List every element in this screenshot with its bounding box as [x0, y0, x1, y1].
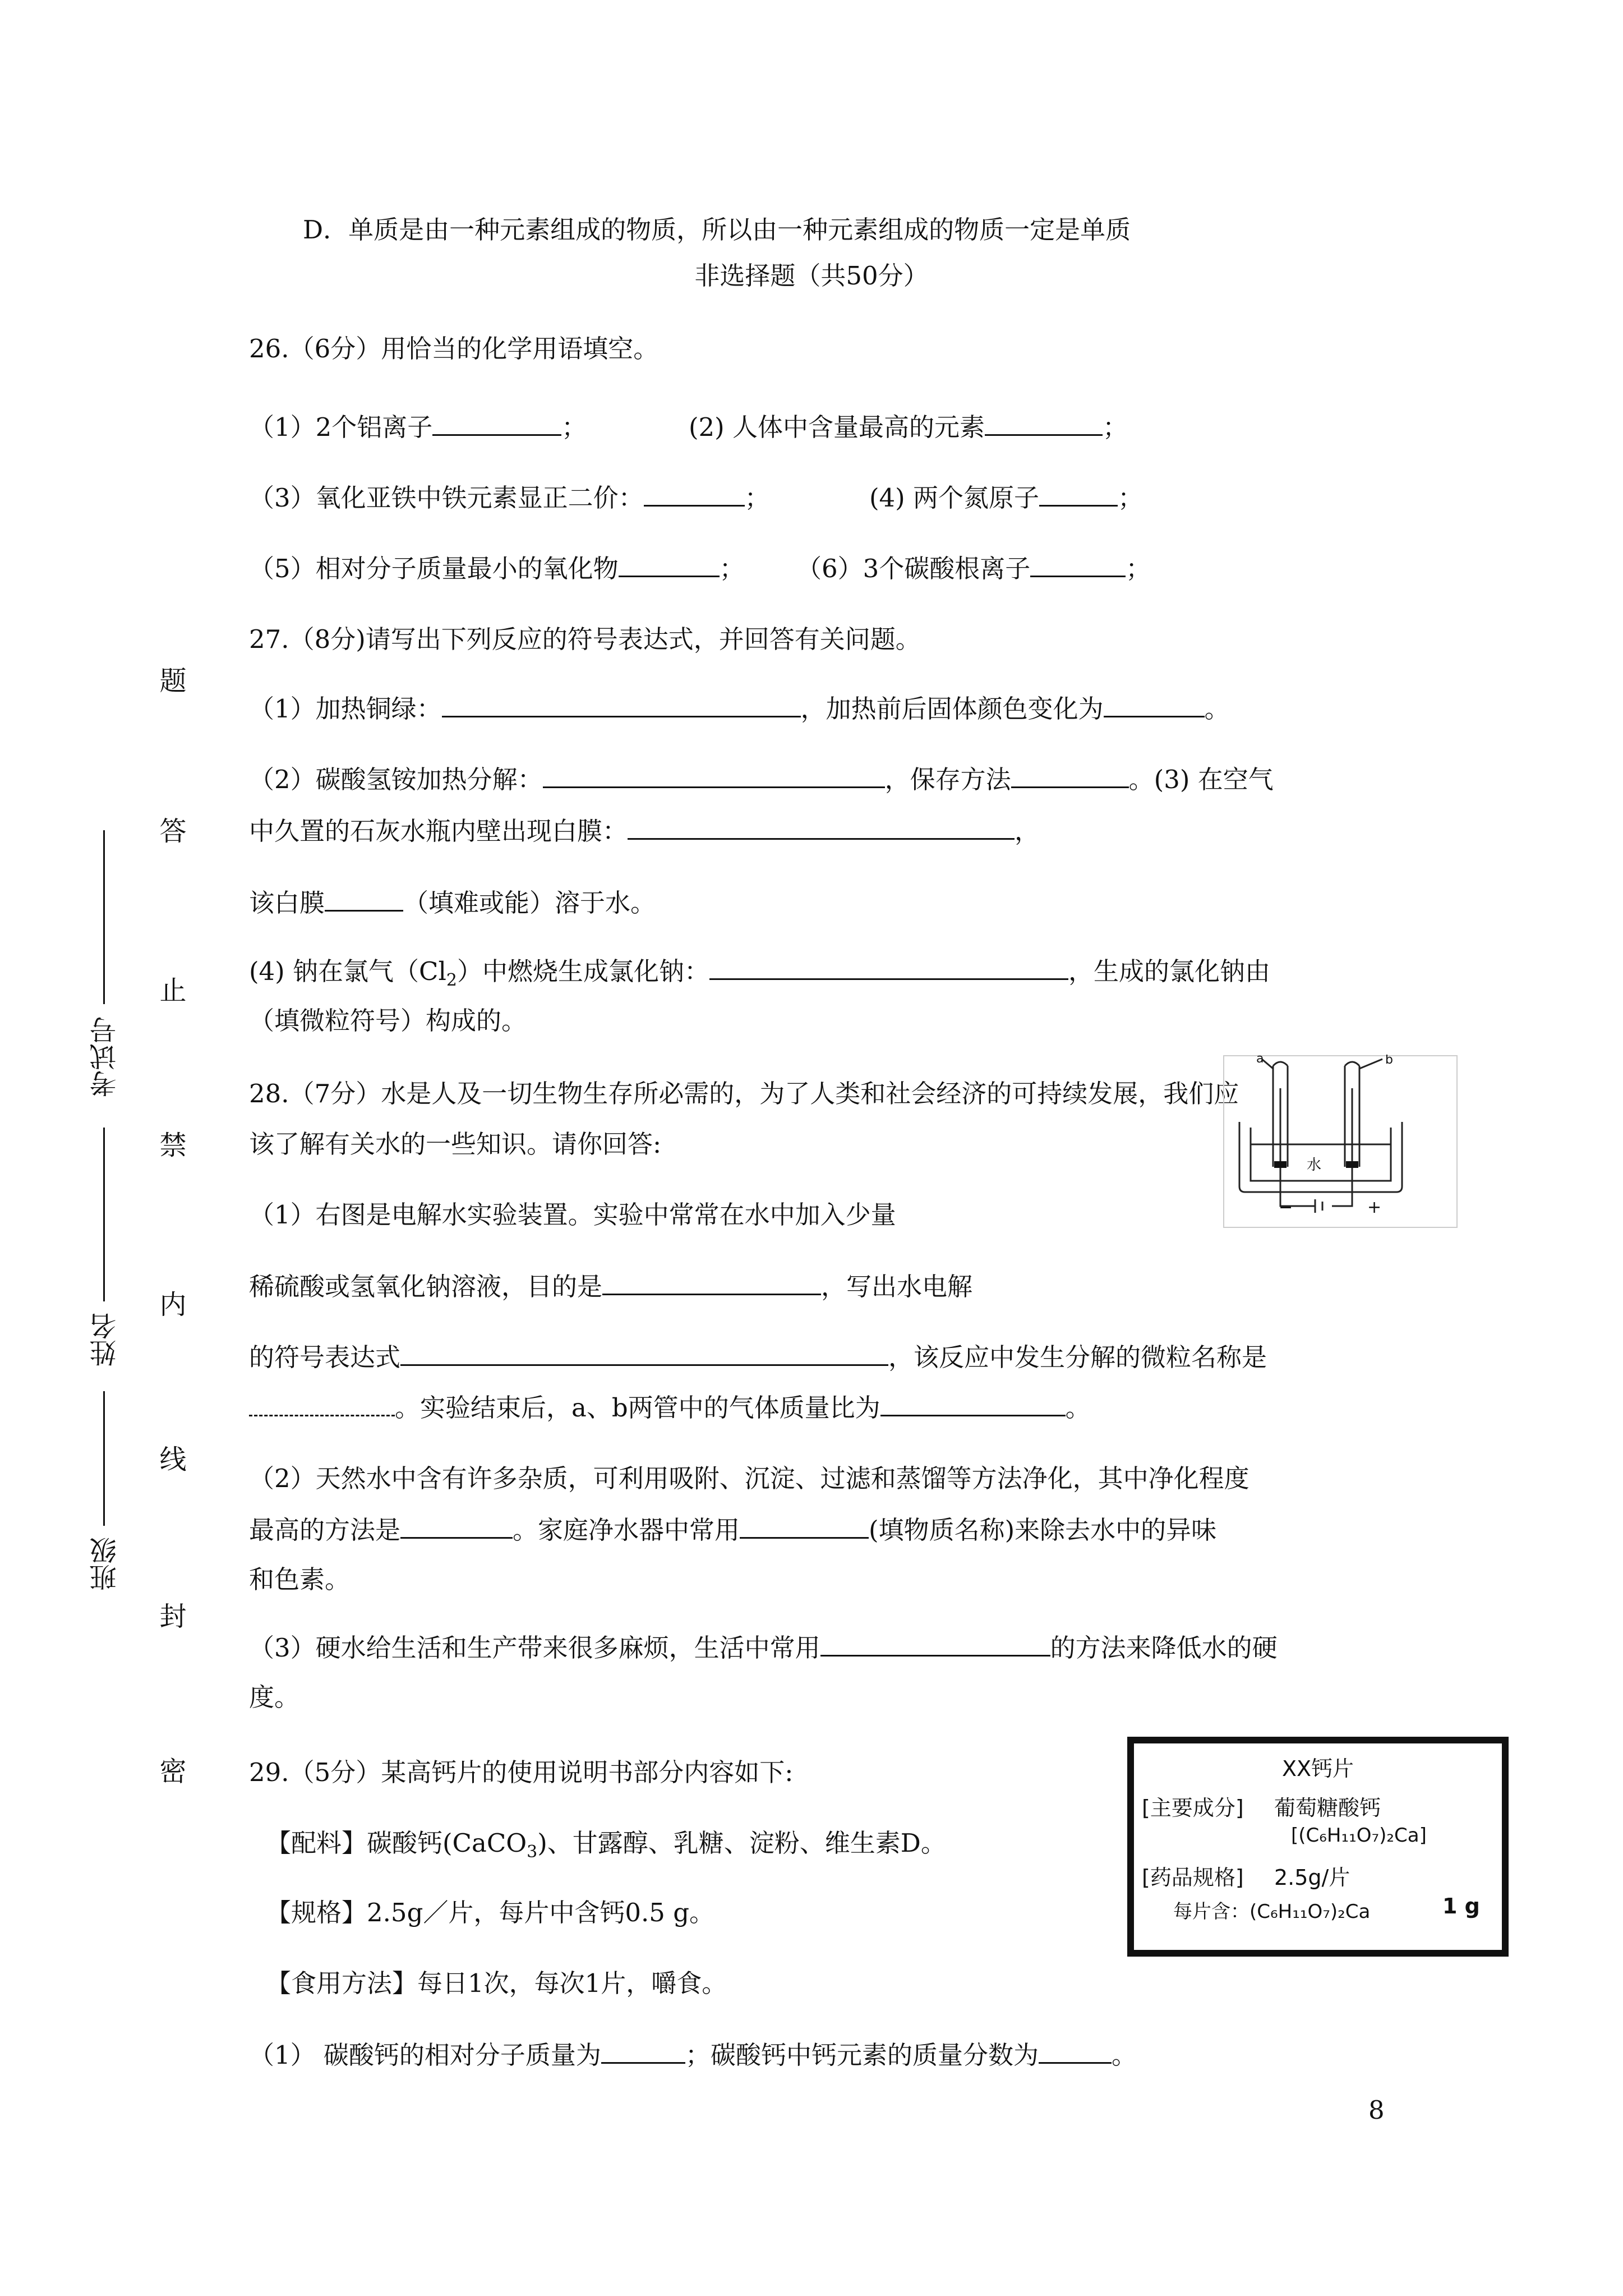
answer-blank[interactable]	[619, 551, 720, 577]
answer-blank[interactable]	[442, 691, 801, 717]
q28-line-5: 的符号表达式 ，该反应中发生分解的微粒名称是	[249, 1340, 1267, 1374]
q28-line-3: （1）右图是电解水实验装置。实验中常常在水中加入少量	[249, 1200, 896, 1230]
q27-line-6: （填微粒符号）构成的。	[249, 1006, 527, 1036]
q26-row-2b: (4) 两个氮原子 ；	[869, 480, 1143, 515]
q28-line-2: 该了解有关水的一些知识。请你回答:	[249, 1129, 662, 1159]
seal-word-mi: 密	[155, 1757, 186, 1784]
answer-blank[interactable]	[628, 813, 1015, 840]
q28-line-8: 最高的方法是 。家庭净水器中常用 (填物质名称)来除去水中的异味	[249, 1512, 1216, 1547]
q29-ingredients: 【配料】碳酸钙(CaCO$_3$)、甘露醇、乳糖、淀粉、维生素D。	[266, 1828, 946, 1862]
name-line[interactable]	[103, 1128, 105, 1301]
answer-blank[interactable]	[880, 1390, 1066, 1416]
q29-usage: 【食用方法】每日1次，每次1片，嚼食。	[266, 1968, 727, 1998]
answer-blank[interactable]	[1030, 551, 1126, 577]
label-spec-key: [药品规格]	[1142, 1865, 1244, 1890]
exam-no-label: 考试号	[90, 1016, 121, 1097]
class-label: 班级	[90, 1537, 121, 1591]
seal-word-jin: 禁	[155, 1131, 186, 1158]
tube-a-label: a	[1256, 1055, 1264, 1066]
answer-blank[interactable]	[644, 480, 745, 507]
answer-blank[interactable]	[432, 409, 561, 436]
seal-word-zhi: 止	[155, 976, 186, 1003]
seal-word-da: 答	[155, 817, 186, 844]
section-title: 非选择题（共50分）	[694, 261, 929, 291]
q28-line-9: 和色素。	[249, 1565, 351, 1594]
answer-blank[interactable]	[1039, 480, 1118, 507]
q26-row-3a: （5）相对分子质量最小的氧化物 ；	[249, 551, 745, 586]
answer-blank[interactable]	[249, 1390, 395, 1416]
label-title: XX钙片	[1281, 1756, 1354, 1781]
q28-line-4: 稀硫酸或氢氧化钠溶液，目的是 ，写出水电解	[249, 1269, 972, 1304]
calcium-tablet-label	[1127, 1737, 1509, 1957]
option-d: D．单质是由一种元素组成的物质，所以由一种元素组成的物质一定是单质	[303, 215, 1131, 245]
q28-line-10: （3）硬水给生活和生产带来很多麻烦，生活中常用 的方法来降低水的硬	[249, 1630, 1278, 1665]
seal-word-nei: 内	[155, 1290, 186, 1317]
tube-b-label: b	[1385, 1055, 1393, 1067]
answer-blank[interactable]	[740, 1512, 869, 1539]
q26-row-3b: （6）3个碳酸根离子 ；	[796, 551, 1151, 586]
answer-blank[interactable]	[1039, 2037, 1112, 2064]
q26-row-2a: （3）氧化亚铁中铁元素显正二价： ；	[249, 480, 770, 515]
label-ingredient-value: 葡萄糖酸钙	[1274, 1796, 1381, 1820]
page-number: 8	[1368, 2095, 1385, 2125]
answer-blank[interactable]	[325, 885, 403, 912]
label-formula: [(C₆H₁₁O₇)₂Ca]	[1291, 1824, 1427, 1847]
answer-blank[interactable]	[1104, 691, 1205, 717]
q27-stem: 27.（8分)请写出下列反应的符号表达式，并回答有关问题。	[249, 624, 921, 654]
label-content-key: 每片含：(C₆H₁₁O₇)₂Ca	[1173, 1901, 1371, 1923]
label-spec-value: 2.5g/片	[1274, 1865, 1350, 1890]
q28-line-7: （2）天然水中含有许多杂质，可利用吸附、沉淀、过滤和蒸馏等方法净化，其中净化程度	[249, 1464, 1249, 1493]
seal-word-ti: 题	[155, 666, 186, 693]
answer-blank[interactable]	[400, 1340, 888, 1366]
q26-row-1a: （1）2个铝离子 ；	[249, 409, 587, 444]
answer-blank[interactable]	[1011, 762, 1129, 788]
seal-word-feng: 封	[155, 1602, 186, 1629]
q27-line-2: （2）碳酸氢铵加热分解： ，保存方法 。(3) 在空气	[249, 762, 1274, 797]
q29-stem: 29.（5分）某高钙片的使用说明书部分内容如下:	[249, 1757, 794, 1787]
q28-line-6: 。实验结束后，a、b两管中的气体质量比为 。	[249, 1390, 1091, 1425]
answer-blank[interactable]	[602, 1269, 821, 1295]
answer-blank[interactable]	[820, 1630, 1050, 1657]
label-ingredient-key: [主要成分]	[1142, 1796, 1244, 1820]
minus-label: −	[1279, 1198, 1293, 1217]
q27-line-1: （1）加热铜绿： ，加热前后固体颜色变化为 。	[249, 691, 1230, 726]
answer-blank[interactable]	[601, 2037, 685, 2064]
q29-spec: 【规格】2.5g／片，每片中含钙0.5 g。	[266, 1898, 715, 1927]
plus-label: +	[1367, 1198, 1382, 1217]
q27-line-4: 该白膜 （填难或能）溶于水。	[249, 885, 656, 920]
q26-row-1b: (2) 人体中含量最高的元素 ；	[689, 409, 1128, 444]
q27-line-5: (4) 钠在氯气$(Cl_2)$中燃烧生成氯化钠： ，生成的氯化钠由	[249, 954, 1270, 997]
answer-blank[interactable]	[985, 409, 1103, 436]
exam-no-line[interactable]	[103, 830, 105, 1004]
answer-blank[interactable]	[543, 762, 885, 788]
class-line[interactable]	[103, 1391, 105, 1526]
answer-blank[interactable]	[709, 954, 1068, 980]
seal-word-xian: 线	[155, 1445, 186, 1472]
q26-stem: 26.（6分）用恰当的化学用语填空。	[249, 334, 659, 364]
q28-line-1: 28.（7分）水是人及一切生物生存所必需的，为了人类和社会经济的可持续发展，我们应	[249, 1079, 1239, 1108]
q27-line-3: 中久置的石灰水瓶内壁出现白膜： ，	[249, 813, 1040, 848]
answer-blank[interactable]	[400, 1512, 513, 1539]
water-label: 水	[1307, 1157, 1322, 1174]
electrolysis-apparatus-figure	[1223, 1055, 1458, 1228]
label-content-value: 1 g	[1442, 1894, 1480, 1918]
q29-question-1: （1） 碳酸钙的相对分子质量为 ；碳酸钙中钙元素的质量分数为 。	[249, 2037, 1137, 2072]
name-label: 姓名	[90, 1313, 121, 1366]
q28-line-11: 度。	[249, 1682, 300, 1712]
